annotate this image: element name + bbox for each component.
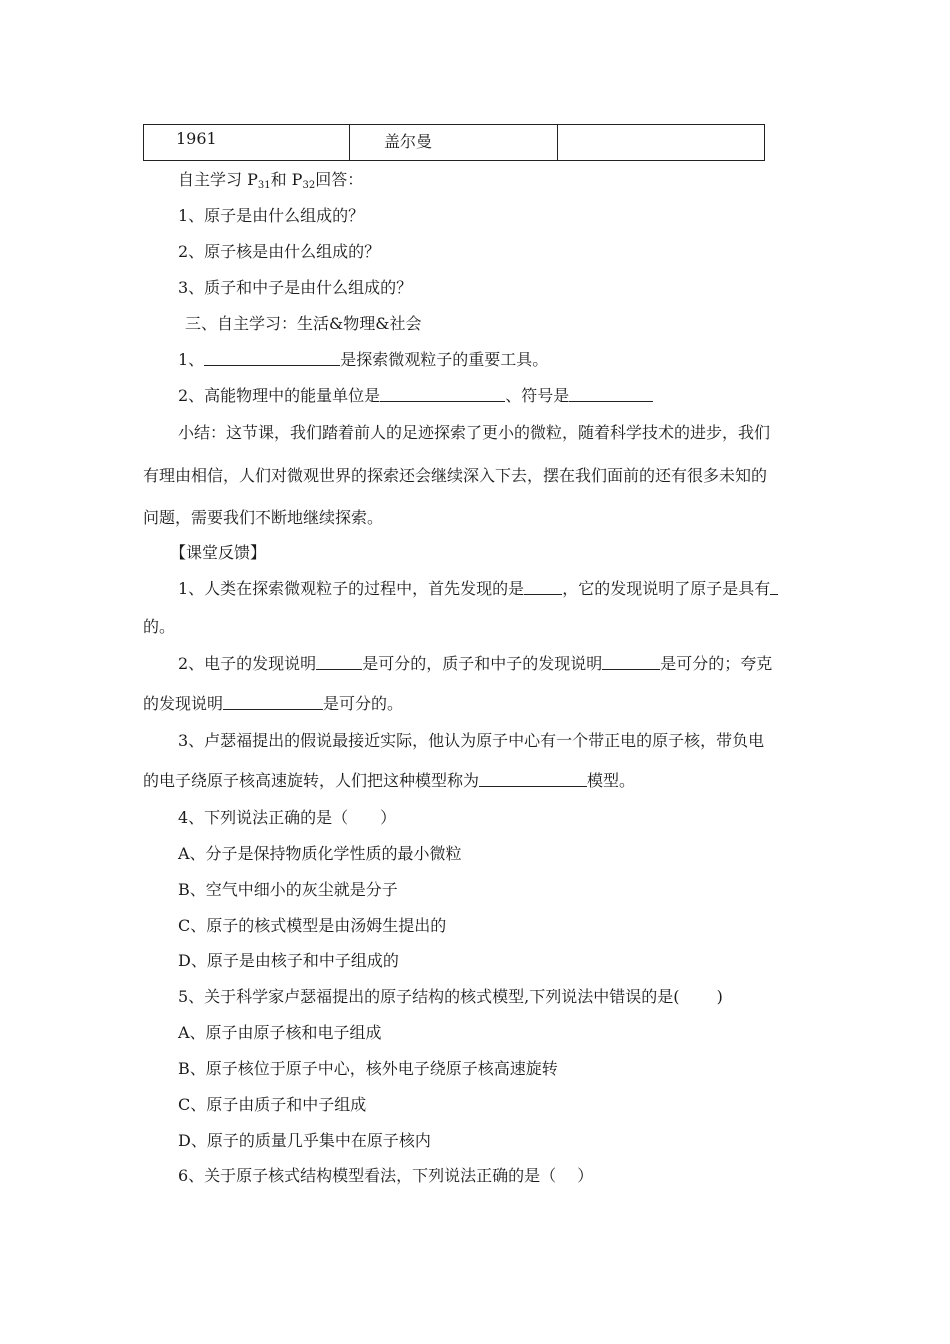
feedback-q3-line-2: 的电子绕原子核高速旋转，人们把这种模型称为 模型。 [143,771,636,790]
scientist-table [143,124,765,161]
feedback-q1-line-1: 1、人类在探索微观粒子的过程中，首先发现的是 ，它的发现说明了原子是具有 [178,576,778,599]
feedback-q4-option-d: D、原子是由核子和中子组成的 [178,951,399,970]
summary-line-3: 问题，需要我们不断地继续探索。 [143,508,384,527]
answer-blank[interactable] [316,655,362,670]
feedback-heading: 【课堂反馈】 [170,543,267,562]
self-study-question-3: 3、质子和中子是由什么组成的？ [178,278,413,297]
answer-blank[interactable] [380,387,505,402]
feedback-q2-line-1: 2、电子的发现说明 是可分的，质子和中子的发现说明 是可分的；夸克 [178,654,773,673]
feedback-q6: 6、关于原子核式结构模型看法，下列说法正确的是（ ） [178,1166,594,1185]
table-cell-scientist: 盖尔曼 [350,125,558,160]
section-3-heading: 三、自主学习：生活&物理&社会 [185,314,422,333]
self-study-question-1: 1、原子是由什么组成的？ [178,206,365,225]
feedback-q2-line-2: 的发现说明 是可分的。 [143,694,404,713]
feedback-q5-option-c: C、原子由质子和中子组成 [178,1095,367,1114]
answer-blank[interactable] [770,580,778,595]
self-study-question-2: 2、原子核是由什么组成的？ [178,242,381,261]
section-3-item-2: 2、高能物理中的能量单位是 、符号是 [178,383,653,406]
self-study-intro: 自主学习 $P_{31}$和 $P_{32}$回答： [178,170,364,191]
summary-line-1: 小结：这节课，我们踏着前人的足迹探索了更小的微粒，随着科学技术的进步，我们 [178,423,771,442]
answer-blank[interactable] [602,655,660,670]
section-3-item-1: 1、 是探索微观粒子的重要工具。 [178,350,549,369]
answer-blank[interactable] [223,695,323,710]
answer-blank[interactable] [204,351,340,366]
table-cell-year: 1961 [144,125,350,160]
feedback-q4-option-c: C、原子的核式模型是由汤姆生提出的 [178,916,447,935]
answer-blank[interactable] [524,580,562,595]
feedback-q1-line-2: 的。 [143,617,176,636]
answer-blank[interactable] [479,772,587,787]
feedback-q4: 4、下列说法正确的是（ ） [178,808,397,827]
answer-blank[interactable] [569,387,653,402]
feedback-q4-option-b: B、空气中细小的灰尘就是分子 [178,880,398,899]
feedback-q5: 5、关于科学家卢瑟福提出的原子结构的核式模型,下列说法中错误的是( ) [178,987,723,1006]
table-cell-contribution [558,125,764,160]
feedback-q4-option-a: A、分子是保持物质化学性质的最小微粒 [178,844,462,863]
feedback-q5-option-a: A、原子由原子核和电子组成 [178,1023,382,1042]
feedback-q5-option-b: B、原子核位于原子中心，核外电子绕原子核高速旋转 [178,1059,558,1078]
feedback-q3-line-1: 3、卢瑟福提出的假说最接近实际，他认为原子中心有一个带正电的原子核，带负电 [178,731,765,750]
summary-line-2: 有理由相信，人们对微观世界的探索还会继续深入下去，摆在我们面前的还有很多未知的 [143,466,768,485]
feedback-q5-option-d: D、原子的质量几乎集中在原子核内 [178,1131,431,1150]
